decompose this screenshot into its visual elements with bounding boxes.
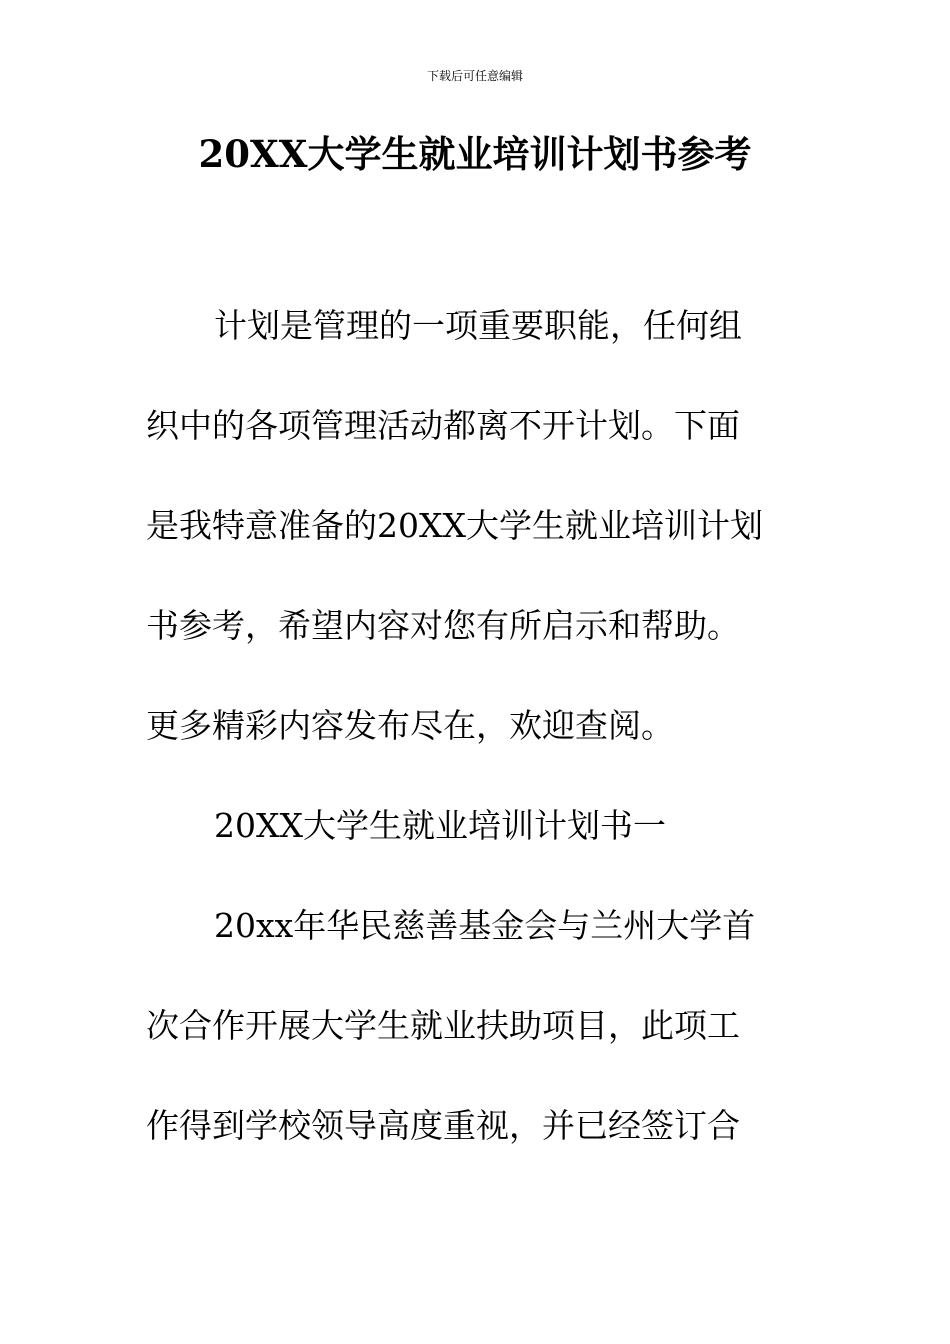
document-title: 20XX大学生就业培训计划书参考 [198, 132, 752, 176]
paragraph-line: 计划是管理的一项重要职能，任何组 [214, 306, 742, 345]
paragraph-line: 次合作开展大学生就业扶助项目，此项工 [146, 1006, 740, 1045]
paragraph-line: 织中的各项管理活动都离不开计划。下面 [146, 406, 740, 445]
paragraph-line: 作得到学校领导高度重视，并已经签订合 [146, 1106, 740, 1145]
paragraph-line: 20xx年华民慈善基金会与兰州大学首 [214, 906, 756, 945]
paragraph-line: 是我特意准备的20XX大学生就业培训计划 [146, 506, 763, 545]
document-body [146, 300, 806, 1200]
paragraph-line: 更多精彩内容发布尽在，欢迎查阅。 [146, 706, 674, 745]
paragraph-line: 书参考，希望内容对您有所启示和帮助。 [146, 606, 740, 645]
header-note: 下载后可任意编辑 [426, 69, 523, 83]
section-heading: 20XX大学生就业培训计划书一 [214, 806, 666, 845]
